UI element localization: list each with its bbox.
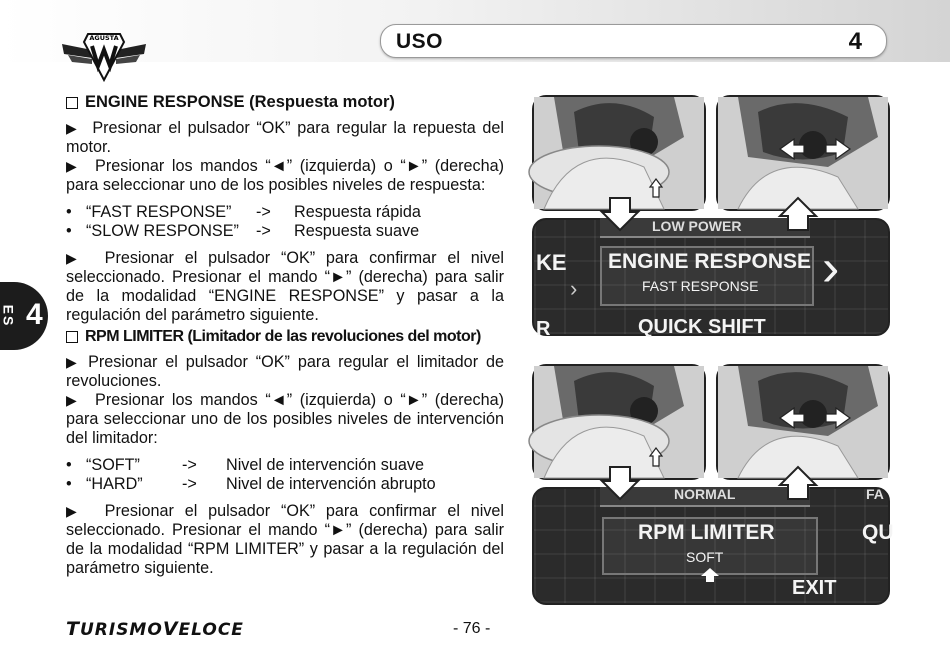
- menu-item-low-power: LOW POWER: [652, 218, 742, 234]
- chevron-right-icon: ›: [570, 276, 578, 301]
- play-arrow-icon: ▶: [66, 120, 79, 136]
- handlebar-photo-press-ok: [532, 95, 706, 211]
- dashboard-screen-rpm-limiter: [532, 486, 894, 605]
- option-list: [66, 203, 504, 241]
- list-item: • “HARD” -> Nivel de intervención abrupto: [66, 475, 436, 493]
- section-heading-rpm-limiter: RPM LIMITER (Limitador de las revoluciones del motor): [66, 327, 504, 346]
- menu-item-engine-response: ENGINE RESPONSE: [608, 250, 812, 273]
- checkbox-icon: [66, 97, 78, 109]
- play-arrow-icon: ▶: [66, 354, 81, 370]
- page-header: [380, 24, 887, 58]
- up-arrow-icon: [778, 465, 818, 501]
- mv-agusta-logo: [58, 24, 150, 88]
- menu-item-rpm-limiter: RPM LIMITER: [638, 521, 775, 544]
- play-arrow-icon: ▶: [66, 158, 80, 174]
- section-heading-engine-response: ENGINE RESPONSE (Respuesta motor): [66, 93, 504, 112]
- language-chapter-tab: [0, 282, 48, 350]
- engine-response-value: FAST RESPONSE: [642, 278, 759, 294]
- paragraph: ▶ Presionar el pulsador “OK” para regular la repuesta del motor.: [66, 119, 504, 156]
- chevron-right-icon: ›: [822, 239, 840, 297]
- paragraph: ▶ Presionar los mandos “◄” (izquierda) o “►” (derecha) para seleccionar uno de los posibles niveles de respuesta:: [66, 157, 505, 194]
- svg-text:AGUSTA: AGUSTA: [89, 34, 119, 42]
- paragraph: ▶ Presionar el pulsador “OK” para regular el limitador de revoluciones.: [66, 353, 504, 390]
- paragraph: ▶ Presionar los mandos “◄” (izquierda) o “►” (derecha) para seleccionar uno de los posibles niveles de intervención del limitador:: [66, 391, 505, 447]
- menu-item-bottom-left: R: [536, 318, 551, 340]
- menu-item-right: QU: [862, 521, 894, 544]
- handlebar-photo-left-right: [716, 364, 890, 480]
- down-arrow-icon: [600, 196, 640, 232]
- page-number: - 76 -: [453, 620, 491, 637]
- menu-item-exit: EXIT: [792, 577, 837, 599]
- handlebar-photo-press-ok: [532, 364, 706, 480]
- chapter-number: 4: [848, 28, 862, 55]
- play-arrow-icon: ▶: [66, 503, 84, 519]
- page-title: USO: [396, 30, 444, 53]
- menu-item-left: KE: [536, 250, 567, 275]
- dashboard-screen-engine-response: [532, 218, 890, 340]
- down-arrow-icon: [600, 465, 640, 501]
- option-list: [66, 456, 504, 494]
- paragraph: ▶ Presionar el pulsador “OK” para confirmar el nivel seleccionado. Presionar el mando “►” (derecha) para salir de la modalidad “ENGINE RESPONSE” y pasar a la regulación del parámetro siguiente.: [66, 249, 505, 324]
- play-arrow-icon: ▶: [66, 250, 84, 266]
- handlebar-photo-left-right: [716, 95, 890, 211]
- up-small-arrow-icon: [700, 567, 720, 583]
- rpm-limiter-value: SOFT: [686, 549, 724, 565]
- play-arrow-icon: ▶: [66, 392, 80, 408]
- paragraph: ▶ Presionar el pulsador “OK” para confirmar el nivel seleccionado. Presionar el mando “►” (derecha) para salir de la modalidad “RPM LIMITER” y pasar a la regulación del parámetro siguiente.: [66, 502, 505, 577]
- menu-item-top-right: FA: [866, 486, 884, 502]
- turismo-veloce-logo: TURISMOVELOCE: [66, 618, 244, 640]
- list-item: • “FAST RESPONSE” -> Respuesta rápida: [66, 203, 421, 221]
- menu-item-quick-shift: QUICK SHIFT: [638, 316, 766, 338]
- menu-item-normal: NORMAL: [674, 486, 736, 502]
- checkbox-icon: [66, 331, 78, 343]
- list-item: • “SLOW RESPONSE” -> Respuesta suave: [66, 222, 420, 240]
- up-arrow-icon: [778, 196, 818, 232]
- side-chapter-number: 4: [26, 298, 43, 331]
- text-column: [66, 93, 504, 578]
- language-code: ES: [0, 304, 17, 328]
- list-item: • “SOFT” -> Nivel de intervención suave: [66, 456, 424, 474]
